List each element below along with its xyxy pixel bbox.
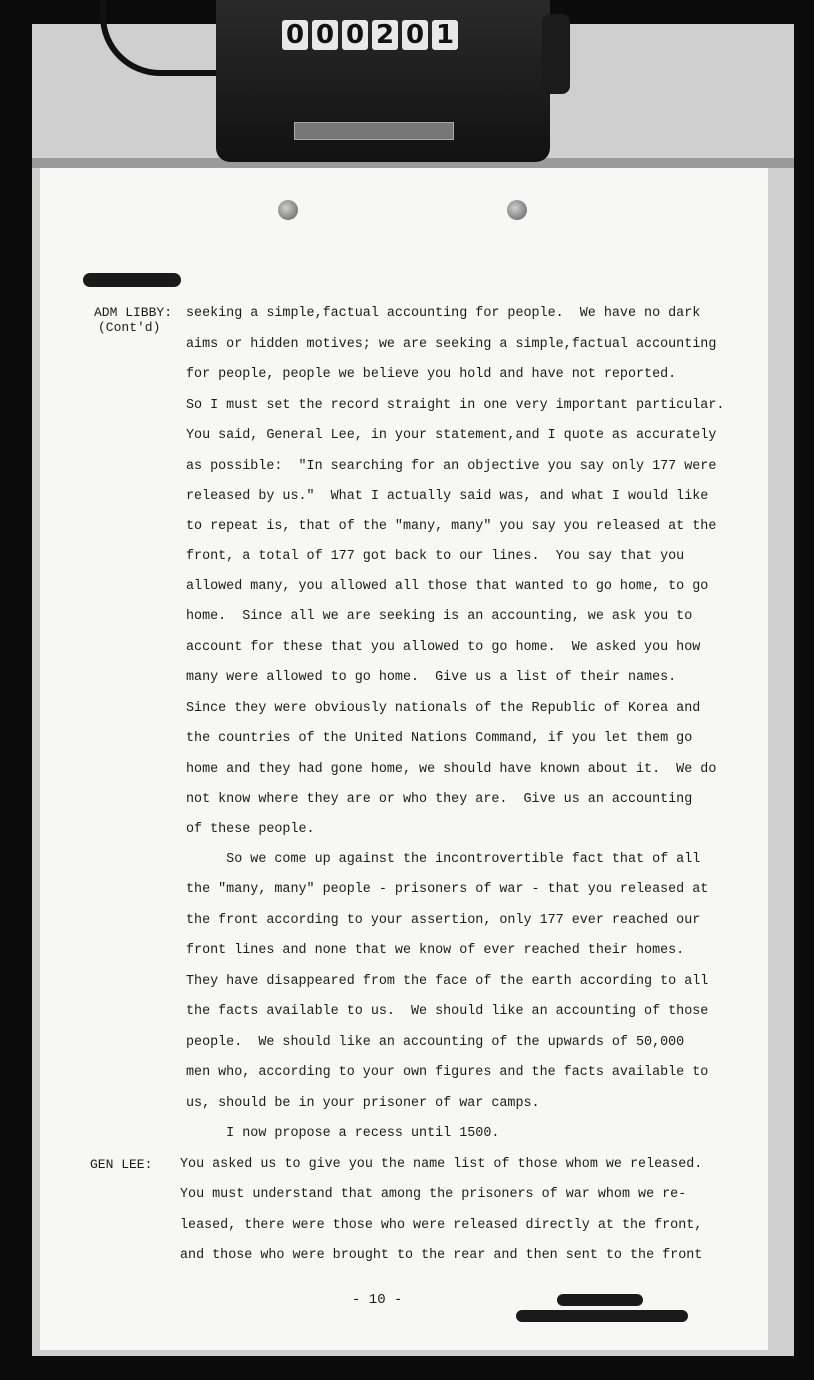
text-line: of these people.: [186, 822, 315, 837]
frame-counter: [282, 20, 458, 52]
counter-knob-icon: [542, 14, 570, 94]
redaction-mark: [516, 1310, 688, 1322]
text-line: home. Since all we are seeking is an accounting, we ask you to: [186, 609, 693, 624]
text-line: So I must set the record straight in one very important particular.: [186, 398, 725, 413]
text-line: You must understand that among the prisoners of war whom we re-: [180, 1187, 687, 1202]
text-line: front lines and none that we know of ever reached their homes.: [186, 943, 685, 958]
text-line: for people, people we believe you hold and have not reported.: [186, 367, 677, 382]
counter-digit: 0: [282, 20, 308, 50]
speaker-label: ADM LIBBY:: [94, 305, 173, 320]
text-line: the front according to your assertion, only 177 ever reached our: [186, 913, 701, 928]
text-line: and those who were brought to the rear and then sent to the front: [180, 1248, 703, 1263]
text-line: account for these that you allowed to go home. We asked you how: [186, 640, 701, 655]
text-line: So we come up against the incontrovertible fact that of all: [186, 852, 701, 867]
counter-digit: 2: [372, 20, 398, 50]
page-number: - 10 -: [352, 1292, 403, 1308]
text-line: not know where they are or who they are. Give us an accounting: [186, 792, 693, 807]
text-line: to repeat is, that of the "many, many" you say you released at the: [186, 519, 717, 534]
text-line: the countries of the United Nations Command, if you let them go: [186, 731, 693, 746]
text-line: home and they had gone home, we should have known about it. We do: [186, 762, 717, 777]
counter-digit: 0: [342, 20, 368, 50]
text-line: aims or hidden motives; we are seeking a simple,factual accounting: [186, 337, 717, 352]
punch-hole-icon: [507, 200, 527, 220]
counter-digit: 0: [312, 20, 338, 50]
speaker-label: GEN LEE:: [90, 1157, 153, 1172]
text-line: men who, according to your own figures and the facts available to: [186, 1065, 709, 1080]
redaction-mark: [557, 1294, 643, 1306]
text-line: allowed many, you allowed all those that wanted to go home, to go: [186, 579, 709, 594]
text-line: the "many, many" people - prisoners of war - that you released at: [186, 882, 709, 897]
counter-digit: 1: [432, 20, 458, 50]
text-line: Since they were obviously nationals of the Republic of Korea and: [186, 701, 701, 716]
text-line: as possible: "In searching for an objective you say only 177 were: [186, 459, 717, 474]
text-line: They have disappeared from the face of the earth according to all: [186, 974, 709, 989]
speaker-continued-label: (Cont'd): [98, 320, 161, 335]
text-line: many were allowed to go home. Give us a list of their names.: [186, 670, 677, 685]
text-line: seeking a simple,factual accounting for people. We have no dark: [186, 306, 701, 321]
text-line: the facts available to us. We should like an accounting of those: [186, 1004, 709, 1019]
counter-digit: 0: [402, 20, 428, 50]
text-line: people. We should like an accounting of the upwards of 50,000: [186, 1035, 685, 1050]
redaction-mark: [83, 273, 181, 287]
text-line: us, should be in your prisoner of war camps.: [186, 1096, 540, 1111]
text-line: You said, General Lee, in your statement,and I quote as accurately: [186, 428, 717, 443]
text-line: leased, there were those who were released directly at the front,: [180, 1218, 703, 1233]
counter-nameplate: [294, 122, 454, 140]
punch-hole-icon: [278, 200, 298, 220]
text-line: released by us." What I actually said was, and what I would like: [186, 489, 709, 504]
text-line: I now propose a recess until 1500.: [186, 1126, 500, 1141]
text-line: front, a total of 177 got back to our lines. You say that you: [186, 549, 685, 564]
text-line: You asked us to give you the name list of those whom we released.: [180, 1157, 703, 1172]
